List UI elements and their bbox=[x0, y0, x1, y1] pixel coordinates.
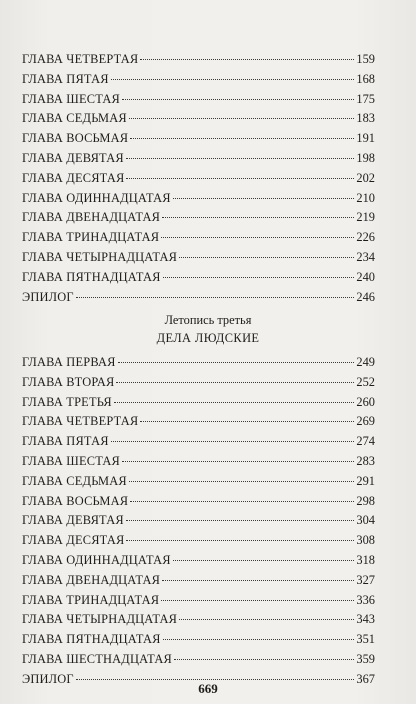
toc-entry-page: 175 bbox=[356, 91, 375, 106]
toc-entry bbox=[22, 90, 375, 110]
toc-entry bbox=[22, 551, 375, 571]
toc-entry-title: ГЛАВА ПЯТНАДЦАТАЯ bbox=[22, 269, 161, 284]
toc-entry bbox=[22, 70, 375, 90]
toc-entry bbox=[22, 109, 375, 129]
toc-entry bbox=[22, 531, 375, 551]
toc-entry bbox=[22, 169, 375, 189]
toc-entry-title: ГЛАВА ПЯТНАДЦАТАЯ bbox=[22, 632, 161, 647]
toc-entry-page: 168 bbox=[356, 71, 375, 86]
toc-entry-page: 226 bbox=[356, 230, 375, 245]
toc-entry-title: ГЛАВА ТРЕТЬЯ bbox=[22, 394, 112, 409]
dot-leader bbox=[130, 138, 354, 139]
toc-entry-title: ГЛАВА ЧЕТВЕРТАЯ bbox=[22, 414, 139, 429]
dot-leader bbox=[126, 158, 355, 159]
toc-entry-title: ГЛАВА ВОСЬМАЯ bbox=[22, 131, 129, 146]
toc-entry-page: 291 bbox=[356, 473, 375, 488]
toc-entry-title: ГЛАВА ПЯТАЯ bbox=[22, 71, 109, 86]
dot-leader bbox=[111, 79, 355, 80]
section-subtitle: Летопись третья bbox=[164, 313, 252, 327]
dot-leader bbox=[114, 402, 355, 403]
toc-entry-title: ЭПИЛОГ bbox=[22, 671, 74, 686]
section-title: ДЕЛА ЛЮДСКИЕ bbox=[156, 331, 260, 345]
dot-leader bbox=[179, 257, 354, 258]
dot-leader bbox=[126, 540, 354, 541]
dot-leader bbox=[111, 441, 355, 442]
dot-leader bbox=[161, 237, 354, 238]
toc-entry bbox=[22, 228, 375, 248]
toc-entry-title: ГЛАВА ДЕВЯТАЯ bbox=[22, 150, 124, 165]
toc-entry-page: 283 bbox=[356, 453, 375, 468]
toc-entry bbox=[22, 591, 375, 611]
dot-leader bbox=[122, 99, 354, 100]
toc-entry bbox=[22, 248, 375, 268]
toc-entry-page: 252 bbox=[356, 374, 375, 389]
toc-entry-title: ГЛАВА ВОСЬМАЯ bbox=[22, 493, 129, 508]
dot-leader bbox=[118, 362, 355, 363]
toc-entry-page: 274 bbox=[356, 434, 375, 449]
toc-entry-title: ГЛАВА ДЕСЯТАЯ bbox=[22, 170, 125, 185]
toc-entry-page: 308 bbox=[356, 533, 375, 548]
dot-leader bbox=[129, 118, 355, 119]
toc-entry bbox=[22, 571, 375, 591]
toc-entry-title: ГЛАВА ДВЕНАДЦАТАЯ bbox=[22, 572, 161, 587]
dot-leader bbox=[122, 461, 354, 462]
toc-list-top bbox=[22, 50, 375, 307]
dot-leader bbox=[126, 178, 354, 179]
toc-entry-title: ГЛАВА ШЕСТАЯ bbox=[22, 453, 121, 468]
toc-entry-title: ГЛАВА ТРИНАДЦАТАЯ bbox=[22, 592, 160, 607]
toc-entry-title: ГЛАВА ТРИНАДЦАТАЯ bbox=[22, 230, 160, 245]
toc-entry-title: ГЛАВА ЧЕТЫРНАДЦАТАЯ bbox=[22, 249, 178, 264]
dot-leader bbox=[130, 501, 354, 502]
toc-entry bbox=[22, 610, 375, 630]
dot-leader bbox=[140, 59, 354, 60]
dot-leader bbox=[116, 382, 354, 383]
toc-entry-page: 210 bbox=[356, 190, 375, 205]
toc-entry bbox=[22, 189, 375, 209]
toc-entry-title: ГЛАВА ШЕСТАЯ bbox=[22, 91, 121, 106]
dot-leader bbox=[173, 560, 355, 561]
toc-entry-title: ГЛАВА ВТОРАЯ bbox=[22, 374, 115, 389]
dot-leader bbox=[129, 481, 355, 482]
toc-entry-page: 351 bbox=[356, 632, 375, 647]
toc-entry-page: 240 bbox=[356, 269, 375, 284]
toc-entry-page: 159 bbox=[356, 52, 375, 66]
toc-entry bbox=[22, 630, 375, 650]
toc-entry-title: ГЛАВА ОДИННАДЦАТАЯ bbox=[22, 190, 171, 205]
toc-entry-page: 367 bbox=[356, 671, 375, 686]
toc-entry bbox=[22, 511, 375, 531]
dot-leader bbox=[76, 297, 355, 298]
toc-entry-page: 246 bbox=[356, 289, 375, 304]
toc-entry bbox=[22, 452, 375, 472]
toc-entry-page: 219 bbox=[356, 210, 375, 225]
toc-entry-page: 343 bbox=[356, 612, 375, 627]
toc-entry-page: 234 bbox=[356, 249, 375, 264]
toc-entry bbox=[22, 472, 375, 492]
toc-entry bbox=[22, 432, 375, 452]
toc-entry-title: ГЛАВА ДЕСЯТАЯ bbox=[22, 533, 125, 548]
toc-entry bbox=[22, 149, 375, 169]
toc-entry-page: 191 bbox=[356, 131, 375, 146]
toc-entry-page: 260 bbox=[356, 394, 375, 409]
toc-entry bbox=[22, 353, 375, 373]
dot-leader bbox=[162, 217, 354, 218]
dot-leader bbox=[179, 619, 354, 620]
toc-list-bottom bbox=[22, 353, 375, 690]
toc-entry bbox=[22, 129, 375, 149]
toc-entry-page: 359 bbox=[356, 651, 375, 666]
toc-entry-page: 336 bbox=[356, 592, 375, 607]
toc-entry bbox=[22, 373, 375, 393]
dot-leader bbox=[163, 639, 355, 640]
dot-leader bbox=[162, 580, 354, 581]
dot-leader bbox=[173, 198, 355, 199]
toc-entry-page: 298 bbox=[356, 493, 375, 508]
toc-entry-page: 249 bbox=[356, 355, 375, 369]
dot-leader bbox=[161, 600, 354, 601]
toc-entry-title: ГЛАВА ДВЕНАДЦАТАЯ bbox=[22, 210, 161, 225]
toc-entry-page: 304 bbox=[356, 513, 375, 528]
toc-entry-page: 183 bbox=[356, 111, 375, 126]
toc-entry bbox=[22, 268, 375, 288]
toc-entry-title: ГЛАВА ЧЕТЫРНАДЦАТАЯ bbox=[22, 612, 178, 627]
toc-entry bbox=[22, 492, 375, 512]
toc-entry bbox=[22, 650, 375, 670]
toc-entry bbox=[22, 412, 375, 432]
toc-entry-title: ГЛАВА СЕДЬМАЯ bbox=[22, 111, 127, 126]
toc-entry-page: 327 bbox=[356, 572, 375, 587]
dot-leader bbox=[126, 520, 355, 521]
toc-entry bbox=[22, 50, 375, 70]
toc-entry-page: 269 bbox=[356, 414, 375, 429]
toc-entry-title: ГЛАВА ЧЕТВЕРТАЯ bbox=[22, 52, 139, 66]
toc-entry bbox=[22, 393, 375, 413]
dot-leader bbox=[140, 421, 354, 422]
dot-leader bbox=[163, 277, 355, 278]
page-number: 669 bbox=[198, 681, 218, 696]
dot-leader bbox=[76, 679, 355, 680]
toc-entry-title: ГЛАВА СЕДЬМАЯ bbox=[22, 473, 127, 488]
toc-entry-title: ГЛАВА ОДИННАДЦАТАЯ bbox=[22, 552, 171, 567]
toc-entry-title: ЭПИЛОГ bbox=[22, 289, 74, 304]
toc-entry-title: ГЛАВА ДЕВЯТАЯ bbox=[22, 513, 124, 528]
toc-entry bbox=[22, 288, 375, 308]
toc-entry-title: ГЛАВА ПЕРВАЯ bbox=[22, 355, 116, 369]
dot-leader bbox=[174, 659, 354, 660]
toc-entry-page: 198 bbox=[356, 150, 375, 165]
toc-entry-page: 318 bbox=[356, 552, 375, 567]
toc-entry-title: ГЛАВА ПЯТАЯ bbox=[22, 434, 109, 449]
toc-entry-page: 202 bbox=[356, 170, 375, 185]
toc-entry bbox=[22, 208, 375, 228]
toc-entry-title: ГЛАВА ШЕСТНАДЦАТАЯ bbox=[22, 651, 172, 666]
